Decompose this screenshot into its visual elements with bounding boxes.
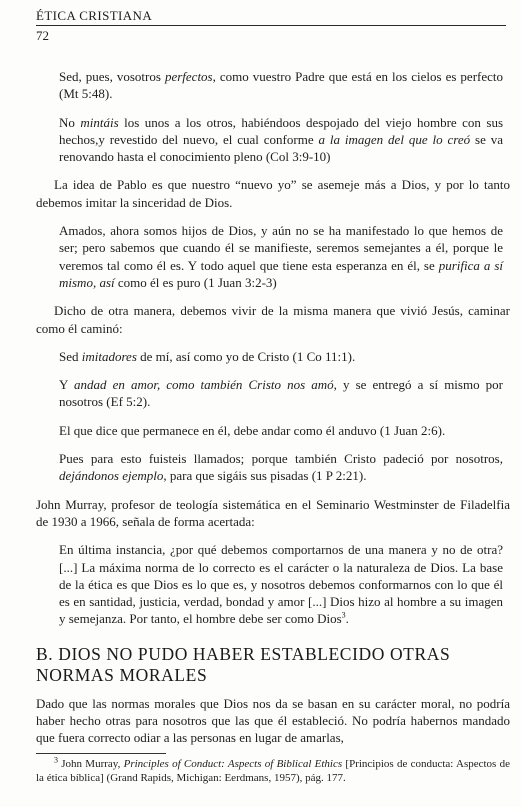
footnote-rule [36, 753, 166, 754]
text-run: Y [59, 377, 74, 393]
text-run: , como vuestro Padre que está en los cielos es perfecto (Mt 5:48). [59, 69, 504, 102]
footnote [36, 754, 510, 786]
text-run: John Murray, [58, 757, 124, 770]
quote-mt-5-48 [59, 68, 503, 103]
quote-1-juan-2-6: El que dice que permanece en él, debe andar como él anduvo (1 Juan 2:6). [59, 422, 446, 438]
text-run: Pues para esto fuisteis llamados; porque también Cristo padeció por nosotros, [59, 451, 503, 467]
text-run: se va renovando hasta el conocimiento pleno (Col 3:9-10) [59, 131, 504, 165]
text-run: [Principios de conducta: Aspectos de la ética bíblica] (Grand Rapids, Michigan: Eerdmans, 1957), pág. 177. [36, 757, 510, 785]
quote-1-p-2-21 [59, 450, 503, 485]
quote-murray [59, 541, 503, 627]
page-body [36, 68, 510, 786]
italic-run: Principles of Conduct: Aspects of Biblical Ethics [123, 757, 343, 770]
header-rule [36, 25, 506, 26]
paragraph-john-murray: John Murray, profesor de teología sistemática en el Seminario Westminster de Filadelfia de 1930 a 1966, señala de forma acertada: [36, 496, 510, 529]
italic-run: perfectos [164, 69, 213, 84]
text-run: En última instancia, ¿por qué debemos comportarnos de una manera y no de otra? [...] La máxima norma de lo correcto es el carácter o la naturaleza de Dios. La base de la ética es que Dios es lo que es, y nosotros debemos conformarnos con lo que él es en santidad, justicia, verdad, bondad y amor [...] Dios hizo al hombre a su imagen y semejanza. Por tanto, el hombre debe ser como Dios [59, 542, 503, 627]
footnote-number: 3 [54, 754, 58, 764]
text-run: No [59, 114, 81, 130]
text-run: los unos a los otros, habiéndoos despojado del viejo hombre con sus hechos,y revestido del nuevo, el cual conforme [59, 114, 503, 147]
paragraph-dado-que: Dado que las normas morales que Dios nos da se basan en su carácter moral, no podría haber hecho otras para nosotros que las que él estableció. No podría habernos mandado que fuera correcto odiar a las personas en lugar de amarlas, [36, 695, 510, 746]
quote-1-co-11-1 [59, 348, 503, 365]
text-run: Sed [59, 348, 82, 364]
italic-run: purifica a sí mismo, así [59, 257, 503, 290]
text-run: , para que sigáis sus pisadas (1 P 2:21). [163, 468, 367, 484]
text-run: como él es puro (1 Juan 3:2-3) [114, 274, 277, 290]
page-number: 72 [36, 28, 49, 43]
italic-run: imitadores [81, 348, 137, 364]
text-run: , y se entregó a sí mismo por nosotros (Ef 5:2). [59, 377, 504, 410]
italic-run: andad en amor, como también Cristo nos amó [74, 377, 334, 393]
italic-run: a la imagen del que lo creó [318, 131, 471, 147]
text-run: de mí, así como yo de Cristo (1 Co 11:1). [136, 348, 356, 364]
text-run: Amados, ahora somos hijos de Dios, y aún no se ha manifestado lo que hemos de ser; pero sabemos que cuando él se manifieste, seremos semejantes a él, porque le veremos tal como él es. Y todo aquel que tiene esta esperanza en él, se [59, 223, 503, 273]
footnote-ref[interactable]: 3 [341, 611, 346, 621]
quote-col-3-9 [59, 114, 503, 166]
text-run: . [345, 611, 349, 627]
running-header [36, 8, 506, 45]
section-heading: B. DIOS NO PUDO HABER ESTABLECIDO OTRAS NORMAS MORALES [36, 643, 451, 685]
italic-run: mintáis [80, 114, 119, 130]
running-title: ÉTICA CRISTIANA [36, 8, 153, 23]
quote-1-juan-3-2 [59, 222, 503, 291]
italic-run: dejándonos ejemplo [59, 468, 164, 484]
text-run: Sed, pues, vosotros [59, 69, 165, 84]
paragraph-pablo: La idea de Pablo es que nuestro “nuevo yo” se asemeje más a Dios, y por lo tanto debemos imitar la sinceridad de Dios. [36, 177, 510, 210]
paragraph-dicho: Dicho de otra manera, debemos vivir de la misma manera que vivió Jesús, caminar como él caminó: [36, 303, 510, 336]
quote-ef-5-2 [59, 376, 503, 411]
